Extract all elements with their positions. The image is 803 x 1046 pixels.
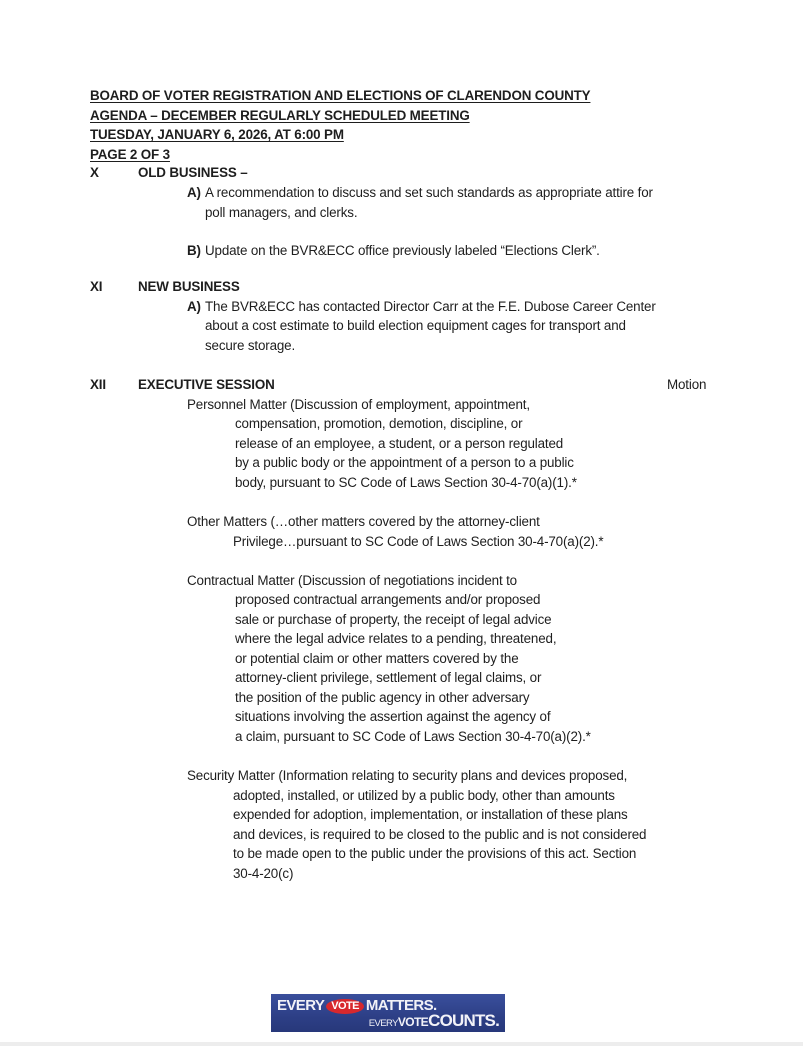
matter-text: adopted, installed, or utilized by a public body, other than amounts (233, 787, 615, 803)
matter-text: expended for adoption, implementation, or installation of these plans (233, 807, 628, 822)
board-title: BOARD OF VOTER REGISTRATION AND ELECTIONS OF CLARENDON COUNTY (90, 88, 591, 103)
page-bottom-edge (0, 1042, 803, 1046)
matter-text: compensation, promotion, demotion, discipline, or (235, 416, 523, 431)
item-label: A) (187, 185, 201, 200)
banner-matters: MATTERS. (365, 997, 437, 1014)
matter-text: body, pursuant to SC Code of Laws Section 30-4-70(a)(1).* (235, 474, 577, 490)
meeting-date: TUESDAY, JANUARY 6, 2026, AT 6:00 PM (90, 127, 344, 142)
item-label: B) (187, 243, 201, 258)
banner-counts: COUNTS. (428, 1011, 499, 1030)
banner-row-2 (369, 1011, 499, 1032)
page-number: PAGE 2 OF 3 (90, 146, 170, 162)
matter-text: release of an employee, a student, or a person regulated (235, 435, 564, 451)
item-text: Update on the BVR&ECC office previously labeled “Elections Clerk”. (205, 243, 600, 258)
matter-text: and devices, is required to be closed to the public and is not considered (233, 826, 647, 842)
matter-text: Personnel Matter (Discussion of employment, appointment, (187, 396, 530, 412)
item-text: secure storage. (205, 337, 296, 353)
matter-text: by a public body or the appointment of a person to a public (235, 455, 574, 470)
matter-text: situations involving the assertion against the agency of (235, 709, 551, 724)
section-numeral: X (90, 165, 99, 180)
matter-text: 30-4-20(c) (233, 865, 294, 881)
section-title: NEW BUSINESS (138, 279, 240, 294)
banner-vote: VOTE (397, 1015, 429, 1029)
matter-text: sale or purchase of property, the receipt of legal advice (235, 611, 552, 627)
matter-text: or potential claim or other matters covered by the (235, 650, 519, 666)
section-title: EXECUTIVE SESSION (138, 377, 275, 392)
agenda-title: AGENDA – DECEMBER REGULARLY SCHEDULED MEETING (90, 107, 470, 123)
item-text: about a cost estimate to build election equipment cages for transport and (205, 318, 626, 333)
matter-text: to be made open to the public under the provisions of this act. Section (233, 846, 637, 861)
section-title: OLD BUSINESS – (138, 165, 248, 180)
vote-oval-logo: VOTE (326, 999, 364, 1014)
matter-text: Security Matter (Information relating to security plans and devices proposed, (187, 768, 628, 783)
matter-text: a claim, pursuant to SC Code of Laws Section 30-4-70(a)(2).* (235, 728, 591, 744)
matter-text: proposed contractual arrangements and/or proposed (235, 592, 541, 607)
motion-label: Motion (667, 377, 707, 392)
item-text: A recommendation to discuss and set such standards as appropriate attire for (205, 185, 653, 200)
item-label: A) (187, 298, 201, 314)
matter-text: Other Matters (…other matters covered by the attorney-client (187, 514, 540, 529)
matter-text: Privilege…pursuant to SC Code of Laws Section 30-4-70(a)(2).* (233, 533, 604, 549)
matter-text: where the legal advice relates to a pending, threatened, (235, 631, 557, 646)
matter-text: Contractual Matter (Discussion of negotiations incident to (187, 572, 517, 588)
banner-every-small: EVERY (368, 1018, 398, 1029)
every-vote-matters-banner (271, 994, 505, 1032)
banner-every: EVERY (277, 997, 325, 1014)
item-text: poll managers, and clerks. (205, 204, 358, 220)
item-text: The BVR&ECC has contacted Director Carr at the F.E. Dubose Career Center (205, 298, 656, 314)
matter-text: the position of the public agency in other adversary (235, 689, 530, 705)
matter-text: attorney-client privilege, settlement of legal claims, or (235, 670, 542, 685)
section-numeral: XII (90, 377, 106, 392)
section-numeral: XI (90, 279, 103, 294)
